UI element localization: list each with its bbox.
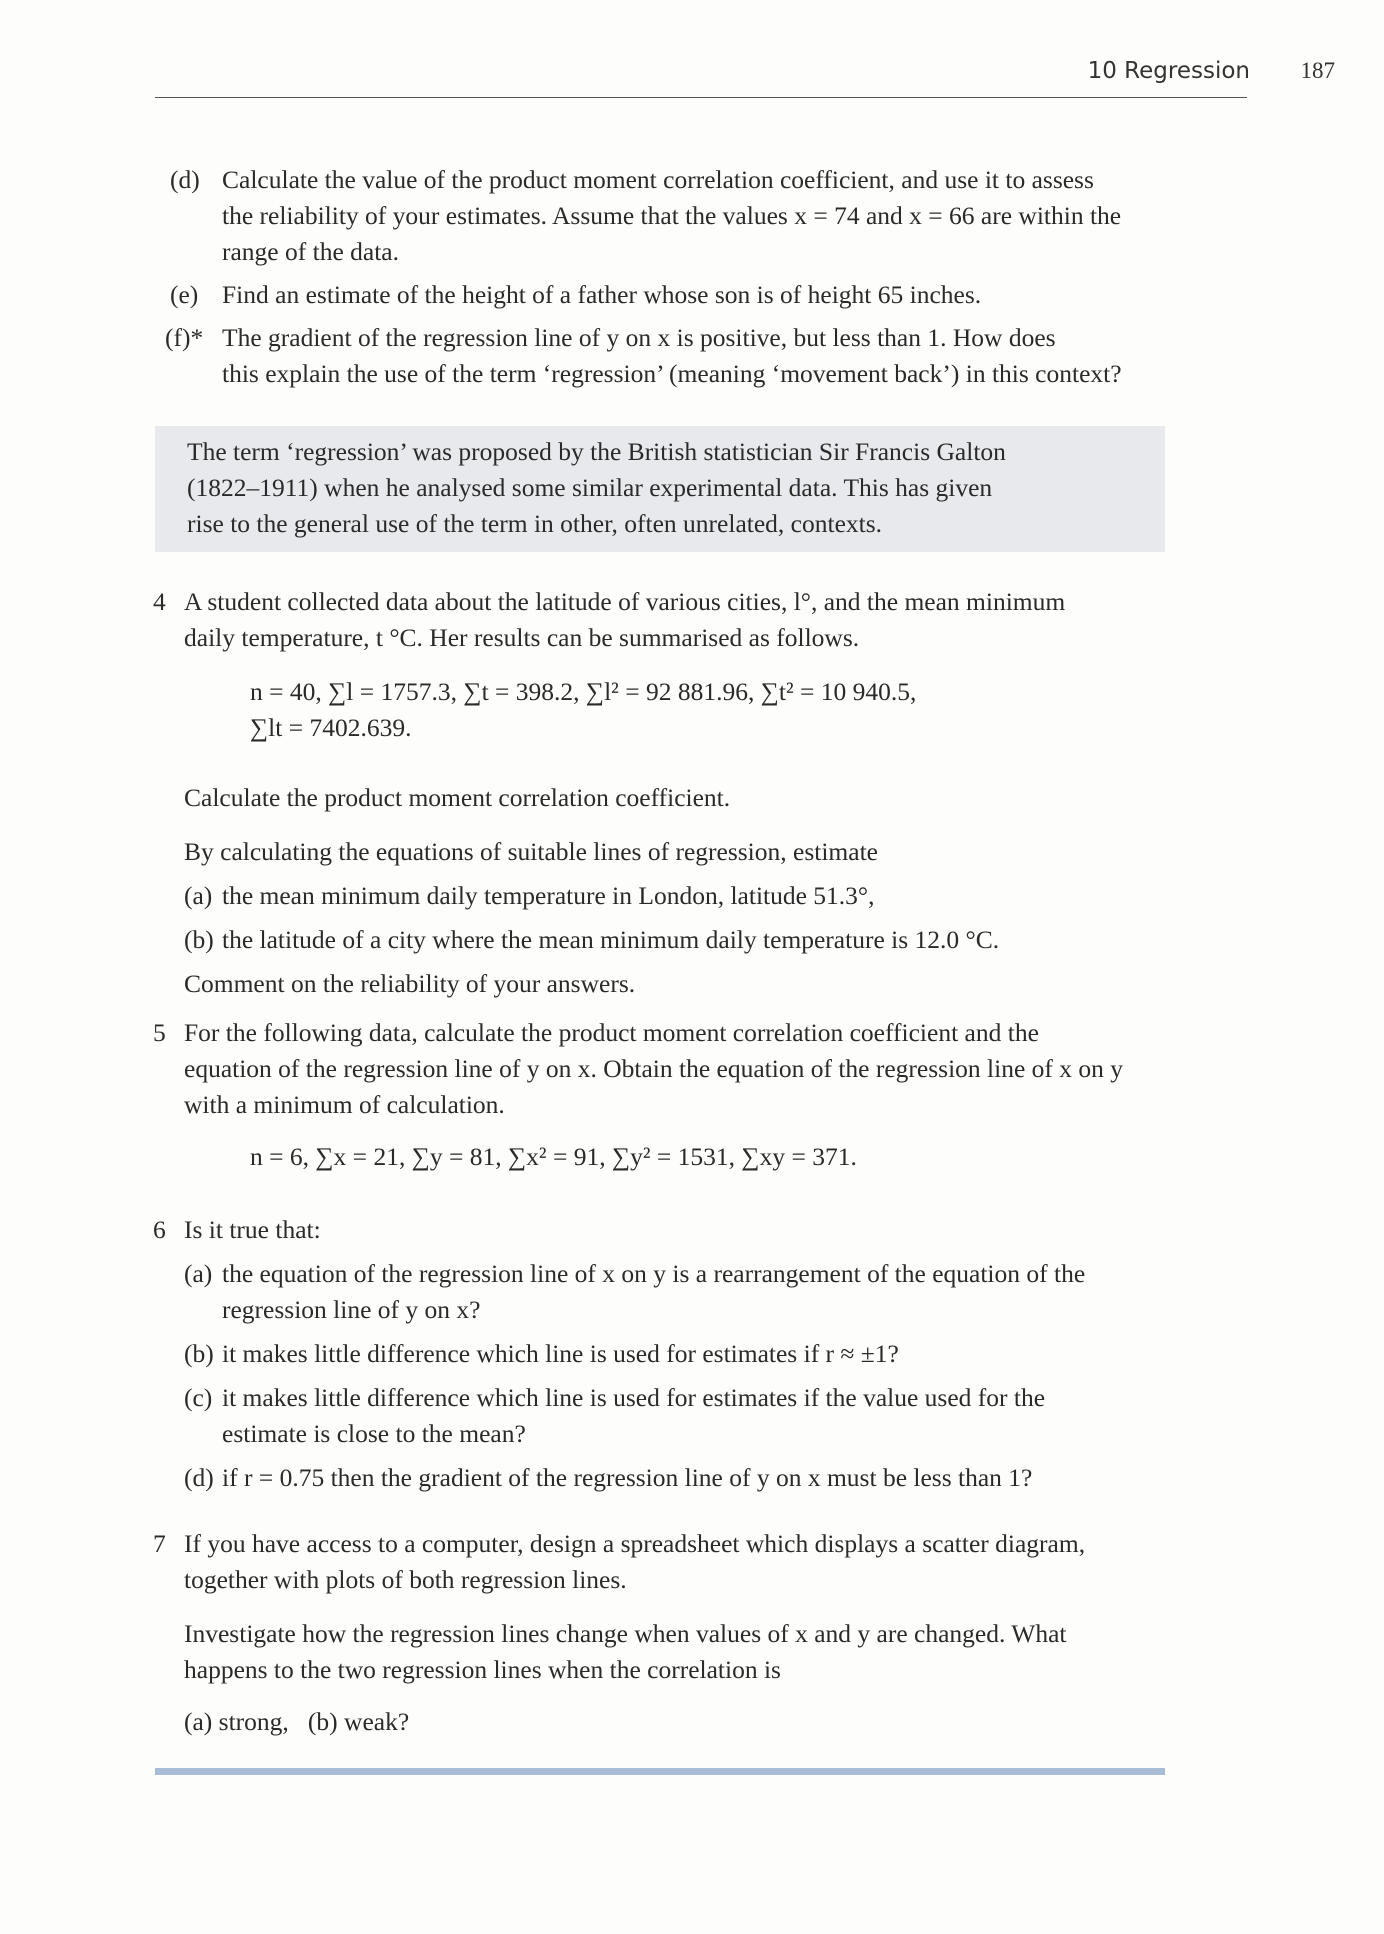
text-line: Calculate the value of the product moment correlation coefficient, and use it to assess <box>222 165 1094 194</box>
q5-text <box>184 1015 1123 1123</box>
text-line: the mean minimum daily temperature in London, latitude 51.3°, <box>222 881 875 910</box>
q4-intro <box>184 584 1065 656</box>
text-line: the reliability of your estimates. Assume that the values x = 74 and x = 66 are within the <box>222 201 1122 230</box>
chapter-title: 10 Regression <box>1087 58 1250 84</box>
text-line: The gradient of the regression line of y on x is positive, but less than 1. How does <box>222 323 1056 352</box>
part-label: (a) <box>184 881 213 910</box>
q4-calc: Calculate the product moment correlation coefficient. <box>184 783 731 812</box>
q6-intro: Is it true that: <box>184 1215 321 1244</box>
text-line: the equation of the regression line of x on y is a rearrangement of the equation of the <box>222 1259 1086 1288</box>
q7-investigate <box>184 1616 1067 1688</box>
part-label: (a) <box>184 1259 213 1288</box>
part-label: (c) <box>184 1383 213 1412</box>
text-line: this explain the use of the term ‘regression’ (meaning ‘movement back’) in this context? <box>222 359 1122 388</box>
q7-text <box>184 1526 1085 1598</box>
text-line: the latitude of a city where the mean minimum daily temperature is 12.0 °C. <box>222 925 1000 954</box>
text-line: regression line of y on x? <box>222 1295 481 1324</box>
running-header <box>155 58 1335 100</box>
text-line: daily temperature, t °C. Her results can be summarised as follows. <box>184 623 860 652</box>
formula-line: n = 40, ∑l = 1757.3, ∑t = 398.2, ∑l² = 92 881.96, ∑t² = 10 940.5, <box>250 677 917 706</box>
part-label: (f)* <box>165 323 204 352</box>
q7-options: (a) strong, (b) weak? <box>184 1707 410 1736</box>
page-number: 187 <box>1300 58 1335 83</box>
section-end-rule <box>155 1768 1165 1775</box>
text-line: range of the data. <box>222 237 399 266</box>
note-line: The term ‘regression’ was proposed by the British statistician Sir Francis Galton <box>187 437 1006 466</box>
text-line: equation of the regression line of y on x. Obtain the equation of the regression line of x on y <box>184 1054 1124 1083</box>
text-line: it makes little difference which line is used for estimates if the value used for the <box>222 1383 1046 1412</box>
text-line: if r = 0.75 then the gradient of the regression line of y on x must be less than 1? <box>222 1463 1033 1492</box>
text-line: If you have access to a computer, design a spreadsheet which displays a scatter diagram, <box>184 1529 1086 1558</box>
part-label: (d) <box>184 1463 214 1492</box>
note-line: rise to the general use of the term in other, often unrelated, contexts. <box>187 509 883 538</box>
question-number: 4 <box>153 587 166 616</box>
historical-note <box>155 426 1165 552</box>
text-line: Find an estimate of the height of a father whose son is of height 65 inches. <box>222 280 982 309</box>
text-line: estimate is close to the mean? <box>222 1419 526 1448</box>
part-label: (b) <box>184 925 214 954</box>
text-line: with a minimum of calculation. <box>184 1090 505 1119</box>
text-line: A student collected data about the latitude of various cities, l°, and the mean minimum <box>184 587 1066 616</box>
note-line: (1822–1911) when he analysed some similar experimental data. This has given <box>187 473 993 502</box>
q5-formula: n = 6, ∑x = 21, ∑y = 81, ∑x² = 91, ∑y² = 1531, ∑xy = 371. <box>250 1142 857 1171</box>
text-line: together with plots of both regression lines. <box>184 1565 627 1594</box>
q4-formula <box>250 674 916 746</box>
text-line: happens to the two regression lines when the correlation is <box>184 1655 781 1684</box>
part-label: (d) <box>170 165 200 194</box>
q4-by-calc: By calculating the equations of suitable lines of regression, estimate <box>184 837 878 866</box>
question-number: 5 <box>153 1018 166 1047</box>
question-number: 6 <box>153 1215 166 1244</box>
part-label: (b) <box>184 1339 214 1368</box>
text-line: For the following data, calculate the product moment correlation coefficient and the <box>184 1018 1039 1047</box>
text-line: Investigate how the regression lines change when values of x and y are changed. What <box>184 1619 1067 1648</box>
q4-comment: Comment on the reliability of your answers. <box>184 969 636 998</box>
text-line: it makes little difference which line is used for estimates if r ≈ ±1? <box>222 1339 899 1368</box>
formula-line: ∑lt = 7402.639. <box>250 713 412 742</box>
header-rule <box>155 97 1247 98</box>
question-number: 7 <box>153 1529 166 1558</box>
part-label: (e) <box>170 280 199 309</box>
